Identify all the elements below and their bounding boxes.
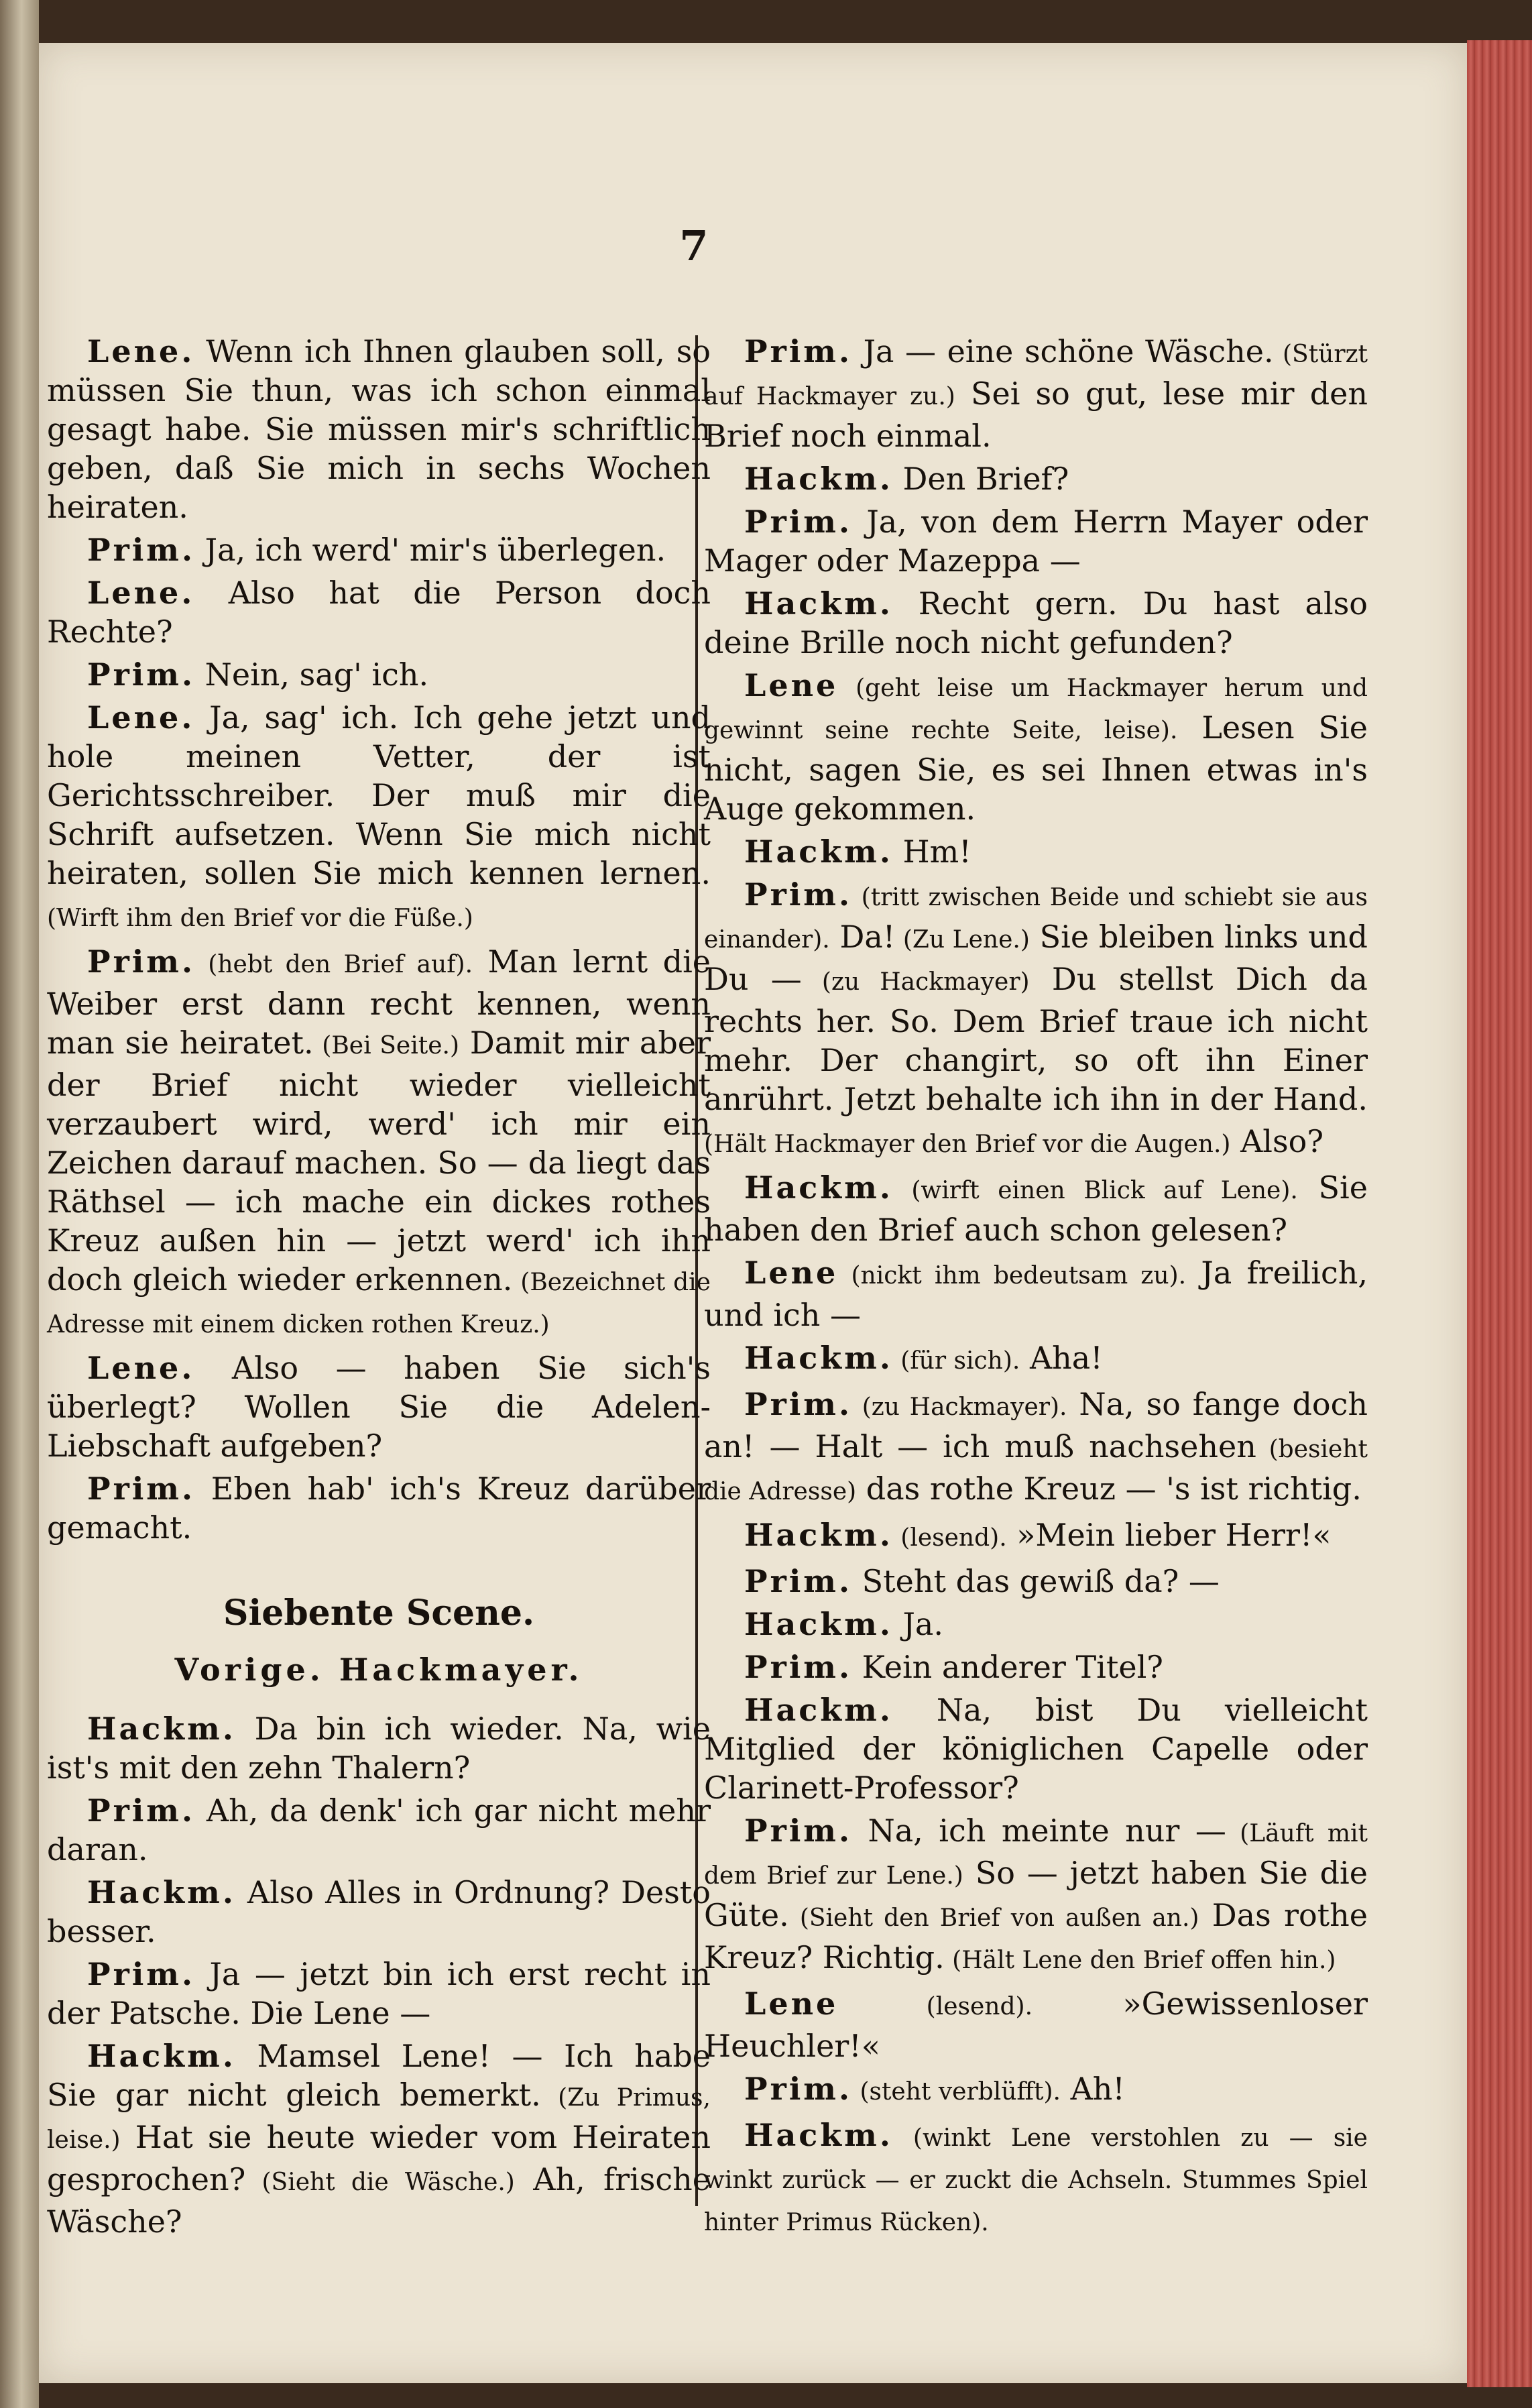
dialogue-paragraph: Prim. Ah, da denk' ich gar nicht mehr daran. [47,1792,711,1868]
dialogue-paragraph: Lene. Ja, sag' ich. Ich gehe jetzt und hole meinen Vetter, der ist Gerichtsschreiber. Der muß mir die Schrift aufsetzen. Wenn Sie mich nicht heiraten, sollen Sie mich kennen lernen. (Wirft ihm den Brief vor die Füße.) [47,699,711,932]
dialogue-paragraph: Prim. Eben hab' ich's Kreuz darüber gemacht. [47,1471,711,1546]
dialogue-paragraph: Prim. (zu Hackmayer). Na, so fange doch an! — Halt — ich muß nachsehen (besieht die Adresse) das rothe Kreuz — 's ist richtig. [704,1386,1368,1507]
scene-title: Siebente Scene. [223,1593,535,1633]
dialogue-paragraph: Prim. Ja, ich werd' mir's überlegen. [87,532,666,568]
page-edge-red [1467,40,1532,2387]
dialogue-paragraph: Hackm. Hm! [744,834,971,870]
dialogue-paragraph: Prim. Steht das gewiß da? — [744,1563,1220,1599]
dialogue-paragraph: Lene (nickt ihm bedeutsam zu). Ja freilich, und ich — [704,1255,1368,1333]
dialogue-paragraph: Lene (geht leise um Hackmayer herum und gewinnt seine rechte Seite, leise). Lesen Sie nicht, sagen Sie, es sei Ihnen etwas in's Auge gekommen. [704,667,1368,827]
dialogue-paragraph: Lene. Also — haben Sie sich's überlegt? Wollen Sie die Adelen-Liebschaft aufgeben? [47,1350,711,1464]
dialogue-paragraph: Hackm. Mamsel Lene! — Ich habe Sie gar nicht gleich bemerkt. (Zu Primus, leise.) Hat sie heute wieder vom Heiraten gesprochen? (Sieht die Wäsche.) Ah, frische Wäsche? [47,2038,711,2240]
dialogue-paragraph: Prim. (tritt zwischen Beide und schiebt sie aus einander). Da! (Zu Lene.) Sie bleiben links und Du — (zu Hackmayer) Du stellst Dich da rechts her. So. Dem Brief traue ich nicht mehr. Der changirt, so oft ihn Einer anrührt. Jetzt behalte ich ihn in der Hand. (Hält Hackmayer den Brief vor die Augen.) Also? [704,876,1368,1159]
dialogue-paragraph: Prim. Ja — jetzt bin ich erst recht in der Patsche. Die Lene — [47,1956,711,2031]
dialogue-paragraph: Hackm. (wirft einen Blick auf Lene). Sie haben den Brief auch schon gelesen? [704,1169,1368,1248]
left-column [47,332,711,2245]
dialogue-paragraph: Hackm. Recht gern. Du hast also deine Brille noch nicht gefunden? [704,585,1368,661]
dialogue-paragraph: Lene. Wenn ich Ihnen glauben soll, so müssen Sie thun, was ich schon einmal gesagt habe. Sie müssen mir's schriftlich geben, daß Sie mich in sechs Wochen heiraten. [47,333,711,525]
left-page-edge [0,0,39,2408]
dialogue-paragraph: Hackm. (für sich). Aha! [744,1340,1103,1376]
dialogue-paragraph: Hackm. Also Alles in Ordnung? Desto besser. [47,1874,711,1949]
dialogue-paragraph: Lene (lesend). »Gewissenloser Heuchler!« [704,1986,1368,2064]
dialogue-paragraph: Hackm. Ja. [744,1606,943,1642]
dialogue-paragraph: Lene. Also hat die Person doch Rechte? [47,575,711,650]
dialogue-paragraph: Hackm. (lesend). »Mein lieber Herr!« [744,1517,1332,1553]
dialogue-paragraph: Prim. (hebt den Brief auf). Man lernt die Weiber erst dann recht kennen, wenn man sie heiratet. (Bei Seite.) Damit mir aber der Brief nicht wieder vielleicht verzaubert wird, werd' ich mir ein Zeichen darauf machen. So — da liegt das Räthsel — ich mache ein dickes rothes Kreuz außen hin — jetzt werd' ich ihn doch gleich wieder erkennen. (Bezeichnet die Adresse mit einem dicken rothen Kreuz.) [47,943,711,1338]
dialogue-paragraph: Hackm. Da bin ich wieder. Na, wie ist's mit den zehn Thalern? [47,1711,711,1786]
dialogue-paragraph: Prim. (steht verblüfft). Ah! [744,2071,1125,2107]
dialogue-paragraph: Hackm. Den Brief? [744,461,1069,497]
dialogue-paragraph: Prim. Ja — eine schöne Wäsche. (Stürzt auf Hackmayer zu.) Sei so gut, lese mir den Brief noch einmal. [704,333,1368,454]
dialogue-paragraph: Prim. Nein, sag' ich. [87,656,429,693]
right-column [704,332,1368,2246]
dialogue-paragraph: Hackm. Na, bist Du vielleicht Mitglied der königlichen Capelle oder Clarinett-Professor? [704,1692,1368,1806]
dialogue-paragraph: Hackm. (winkt Lene verstohlen zu — sie winkt zurück — er zuckt die Achseln. Stummes Spiel hinter Primus Rücken). [704,2117,1368,2236]
page-number: 7 [679,221,709,270]
dialogue-paragraph: Prim. Kein anderer Titel? [744,1649,1163,1685]
dialogue-paragraph: Prim. Ja, von dem Herrn Mayer oder Mager oder Mazeppa — [704,504,1368,579]
scene-cast: Vorige. Hackmayer. [174,1652,583,1688]
dialogue-paragraph: Prim. Na, ich meinte nur — (Läuft mit dem Brief zur Lene.) So — jetzt haben Sie die Güte. (Sieht den Brief von außen an.) Das rothe Kreuz? Richtig. (Hält Lene den Brief offen hin.) [704,1813,1368,1975]
